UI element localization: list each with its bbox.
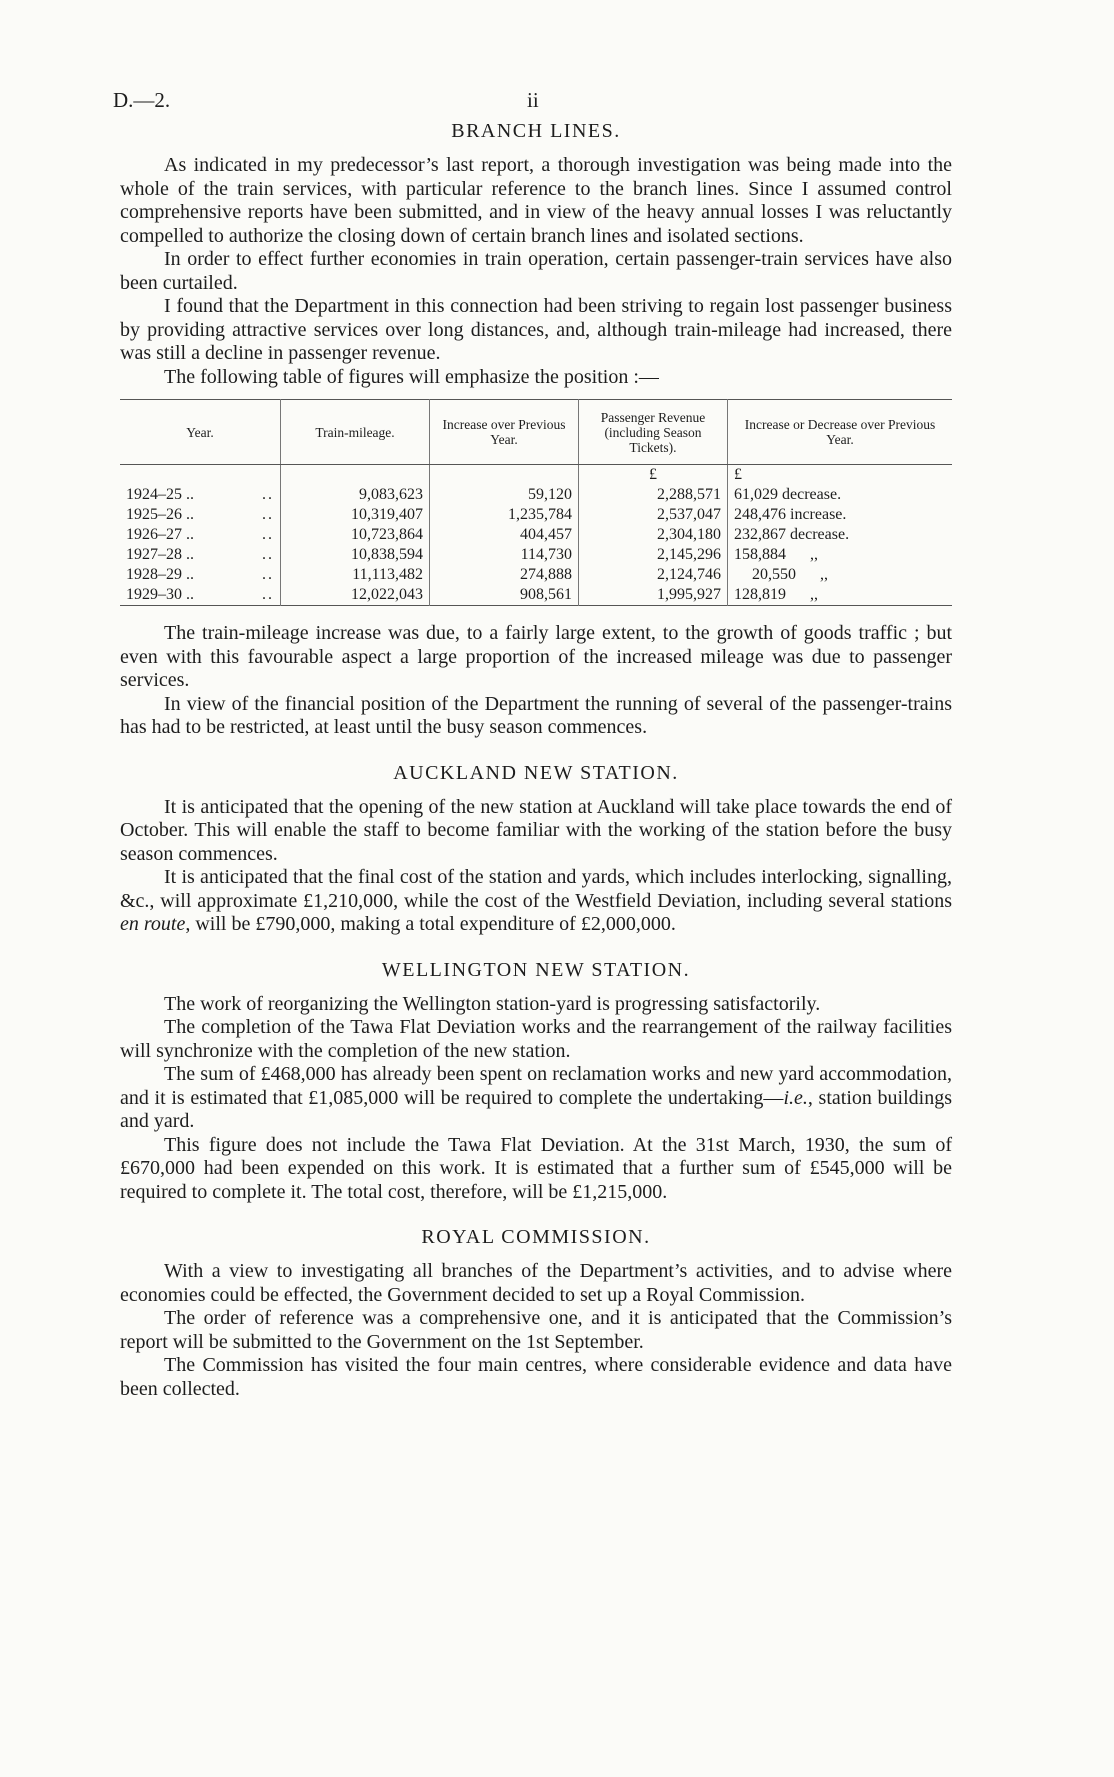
change-cell: 158,884 bbox=[734, 546, 786, 563]
table-row bbox=[120, 505, 952, 525]
section-wellington-new-station bbox=[120, 957, 952, 1205]
leader-dots: .. bbox=[262, 486, 274, 503]
heading-auckland-new-station: AUCKLAND NEW STATION. bbox=[393, 761, 679, 784]
document-reference: D.—2. bbox=[113, 88, 171, 112]
section-auckland-new-station bbox=[120, 760, 952, 937]
col-header-mileage: Train-mileage. bbox=[281, 400, 430, 465]
text-run: , station buildings and yard. bbox=[120, 1086, 952, 1132]
heading-royal-commission: ROYAL COMMISSION. bbox=[421, 1226, 651, 1248]
increase-cell: 404,457 bbox=[430, 525, 579, 545]
heading-branch-lines: BRANCH LINES. bbox=[451, 120, 621, 142]
paragraph: I found that the Department in this connection had been striving to regain lost passenger business by providing attractive services over long distances, and, although train-mileage had increased, there was still a decline in passenger revenue. bbox=[120, 295, 952, 364]
currency-symbol: £ bbox=[579, 465, 728, 486]
year-cell: 1924–25 .. bbox=[126, 486, 194, 503]
italic-text: en route bbox=[120, 913, 186, 935]
page-number: ii bbox=[527, 88, 539, 112]
table-row bbox=[120, 585, 952, 606]
paragraph: It is anticipated that the opening of the new station at Auckland will take place towards the end of October. This will enable the staff to become familiar with the working of the station before the busy season commences. bbox=[120, 795, 952, 865]
leader-dots: .. bbox=[262, 506, 274, 523]
col-header-increase: Increase over Previous Year. bbox=[430, 400, 579, 465]
section-branch-lines bbox=[120, 118, 952, 740]
leader-dots: .. bbox=[262, 566, 274, 583]
leader-dots: .. bbox=[262, 546, 274, 563]
paragraph: The completion of the Tawa Flat Deviation works and the rearrangement of the railway facilities will synchronize with the completion of the new station. bbox=[120, 1016, 952, 1062]
change-note: decrease. bbox=[790, 526, 850, 543]
currency-symbol: £ bbox=[728, 465, 953, 486]
section-royal-commission bbox=[120, 1224, 952, 1401]
year-cell: 1927–28 .. bbox=[126, 546, 194, 563]
heading-wellington-new-station: WELLINGTON NEW STATION. bbox=[381, 958, 691, 981]
paragraph: The order of reference was a comprehensive one, and it is anticipated that the Commission’s report will be submitted to the Government on the 1st September. bbox=[120, 1307, 952, 1353]
italic-text: i.e. bbox=[783, 1086, 808, 1109]
change-note: ,, bbox=[810, 546, 818, 563]
col-header-change: Increase or Decrease over Previous Year. bbox=[728, 400, 953, 465]
increase-cell: 114,730 bbox=[430, 545, 579, 565]
year-cell: 1929–30 .. bbox=[126, 586, 194, 603]
change-note: increase. bbox=[790, 506, 847, 523]
increase-cell: 274,888 bbox=[430, 565, 579, 585]
year-cell: 1928–29 .. bbox=[126, 566, 194, 583]
paragraph: The train-mileage increase was due, to a fairly large extent, to the growth of goods traffic ; but even with this favourable aspect a large proportion of the increased mileage was due to passenger services. bbox=[120, 622, 952, 691]
leader-dots: .. bbox=[262, 526, 274, 543]
change-note: decrease. bbox=[782, 486, 842, 503]
paragraph bbox=[120, 1063, 952, 1134]
paragraph bbox=[120, 866, 952, 937]
change-cell: 61,029 bbox=[734, 486, 778, 503]
change-note: ,, bbox=[820, 566, 828, 583]
revenue-cell: 2,288,571 bbox=[579, 485, 728, 505]
text-run: , will be £790,000, making a total expenditure of £2,000,000. bbox=[185, 913, 676, 935]
increase-cell: 59,120 bbox=[430, 485, 579, 505]
change-note: ,, bbox=[810, 586, 818, 603]
leader-dots: .. bbox=[262, 586, 274, 603]
paragraph: The following table of figures will emphasize the position :— bbox=[164, 365, 659, 388]
col-header-revenue: Passenger Revenue (including Season Tickets). bbox=[579, 400, 728, 465]
paragraph: The Commission has visited the four main centres, where considerable evidence and data have been collected. bbox=[120, 1354, 952, 1400]
mileage-cell: 11,113,482 bbox=[281, 565, 430, 585]
table-row bbox=[120, 565, 952, 585]
paragraph: In view of the financial position of the Department the running of several of the passenger-trains has had to be restricted, at least until the busy season commences. bbox=[120, 692, 952, 738]
change-cell: 128,819 bbox=[734, 586, 786, 603]
mileage-cell: 10,838,594 bbox=[281, 545, 430, 565]
paragraph: With a view to investigating all branches of the Department’s activities, and to advise where economies could be effected, the Government decided to set up a Royal Commission. bbox=[120, 1260, 952, 1306]
currency-row bbox=[120, 465, 952, 486]
page-header bbox=[113, 88, 952, 118]
text-run: The sum of £468,000 has already been spent on reclamation works and new yard accommodation, and it is estimated that £1,085,000 will be required to complete the undertaking— bbox=[120, 1063, 952, 1109]
revenue-cell: 1,995,927 bbox=[579, 585, 728, 606]
change-cell: 232,867 bbox=[734, 526, 786, 543]
document-page bbox=[113, 88, 952, 1401]
change-cell: 248,476 bbox=[734, 506, 786, 523]
increase-cell: 908,561 bbox=[430, 585, 579, 606]
paragraph: In order to effect further economies in train operation, certain passenger-train services have also been curtailed. bbox=[120, 248, 952, 294]
mileage-cell: 10,319,407 bbox=[281, 505, 430, 525]
table-row bbox=[120, 485, 952, 505]
revenue-cell: 2,145,296 bbox=[579, 545, 728, 565]
table-row bbox=[120, 545, 952, 565]
text-run: It is anticipated that the final cost of the station and yards, which includes interlocking, signalling, &c., will approximate £1,210,000, while the cost of the Westfield Deviation, including several stations bbox=[120, 866, 952, 912]
paragraph: This figure does not include the Tawa Flat Deviation. At the 31st March, 1930, the sum of £670,000 had been expended on this work. It is estimated that a further sum of £545,000 will be required to complete it. The total cost, therefore, will be £1,215,000. bbox=[120, 1133, 952, 1203]
year-cell: 1925–26 .. bbox=[126, 506, 194, 523]
revenue-cell: 2,304,180 bbox=[579, 525, 728, 545]
year-cell: 1926–27 .. bbox=[126, 526, 194, 543]
mileage-cell: 9,083,623 bbox=[281, 485, 430, 505]
change-cell: 20,550 bbox=[752, 566, 796, 583]
increase-cell: 1,235,784 bbox=[430, 505, 579, 525]
col-header-year: Year. bbox=[120, 400, 281, 465]
paragraph: As indicated in my predecessor’s last report, a thorough investigation was being made into the whole of the train services, with particular reference to the branch lines. Since I assumed control comprehensive reports have been submitted, and in view of the heavy annual losses I was reluctantly compelled to authorize the closing down of certain branch lines and isolated sections. bbox=[120, 154, 952, 247]
mileage-cell: 10,723,864 bbox=[281, 525, 430, 545]
revenue-cell: 2,537,047 bbox=[579, 505, 728, 525]
train-mileage-table bbox=[120, 399, 952, 606]
table-header-row bbox=[120, 400, 952, 465]
table-row bbox=[120, 525, 952, 545]
mileage-cell: 12,022,043 bbox=[281, 585, 430, 606]
revenue-cell: 2,124,746 bbox=[579, 565, 728, 585]
paragraph: The work of reorganizing the Wellington station-yard is progressing satisfactorily. bbox=[164, 992, 821, 1015]
